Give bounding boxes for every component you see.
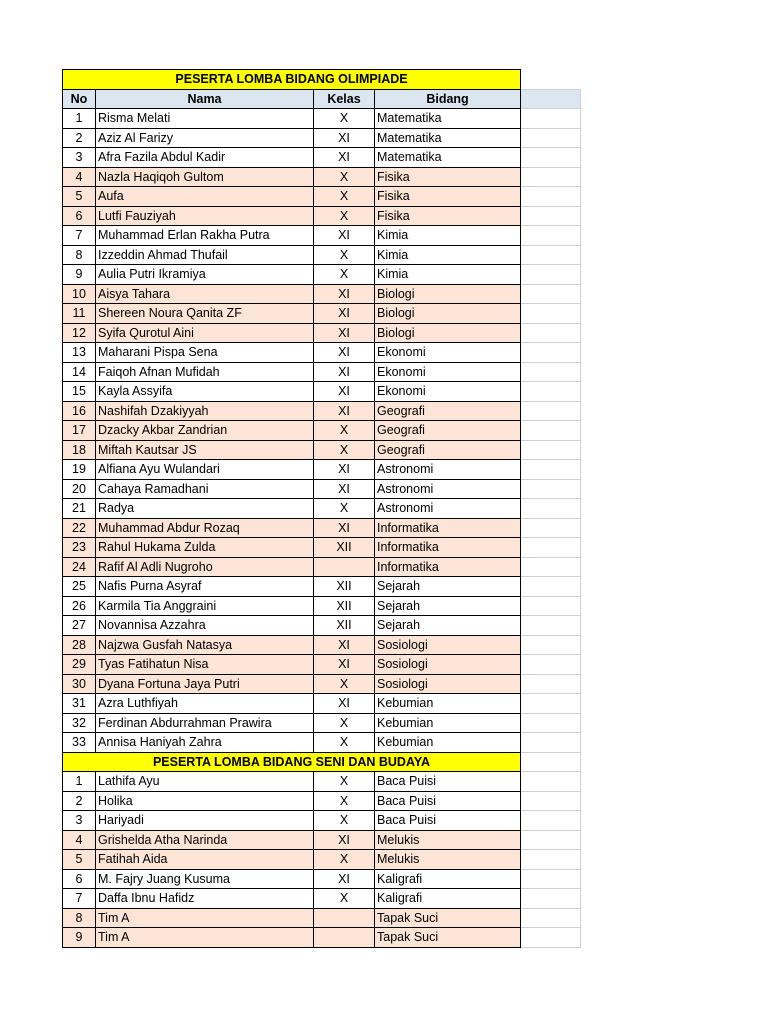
empty-cell[interactable] <box>521 674 581 694</box>
empty-cell[interactable] <box>521 421 581 441</box>
row-bidang[interactable]: Ekonomi <box>375 362 521 382</box>
empty-cell[interactable] <box>521 167 581 187</box>
empty-cell[interactable] <box>521 791 581 811</box>
header-nama: Nama <box>96 89 314 109</box>
empty-cell[interactable] <box>521 616 581 636</box>
row-bidang[interactable]: Baca Puisi <box>375 791 521 811</box>
row-no[interactable]: 30 <box>63 674 96 694</box>
row-no[interactable]: 18 <box>63 440 96 460</box>
row-nama[interactable]: Radya <box>96 499 314 519</box>
table-row <box>63 518 581 538</box>
row-no[interactable]: 2 <box>63 128 96 148</box>
empty-cell[interactable] <box>521 226 581 246</box>
table-row <box>63 304 581 324</box>
empty-cell[interactable] <box>521 752 581 772</box>
row-kelas[interactable]: XI <box>314 479 375 499</box>
header-row <box>63 89 581 109</box>
row-no[interactable]: 19 <box>63 460 96 480</box>
empty-cell[interactable] <box>521 908 581 928</box>
row-nama[interactable]: Nafis Purna Asyraf <box>96 577 314 597</box>
row-no[interactable]: 11 <box>63 304 96 324</box>
row-kelas[interactable]: X <box>314 713 375 733</box>
empty-cell[interactable] <box>521 557 581 577</box>
table-row <box>63 128 581 148</box>
table-row <box>63 850 581 870</box>
row-no[interactable]: 24 <box>63 557 96 577</box>
table-row <box>63 889 581 909</box>
empty-cell[interactable] <box>521 323 581 343</box>
table-row <box>63 596 581 616</box>
empty-cell[interactable] <box>521 362 581 382</box>
row-nama[interactable]: Aziz Al Farizy <box>96 128 314 148</box>
row-bidang[interactable]: Matematika <box>375 128 521 148</box>
row-bidang[interactable]: Kimia <box>375 226 521 246</box>
empty-cell[interactable] <box>521 850 581 870</box>
empty-cell[interactable] <box>521 655 581 675</box>
empty-cell[interactable] <box>521 830 581 850</box>
section-title-row <box>63 752 581 772</box>
row-kelas[interactable]: X <box>314 206 375 226</box>
row-nama[interactable]: Aisya Tahara <box>96 284 314 304</box>
row-no[interactable]: 13 <box>63 343 96 363</box>
empty-cell[interactable] <box>521 499 581 519</box>
row-no[interactable]: 23 <box>63 538 96 558</box>
table-row <box>63 109 581 129</box>
table-row <box>63 206 581 226</box>
row-bidang[interactable]: Biologi <box>375 323 521 343</box>
row-nama[interactable]: Miftah Kautsar JS <box>96 440 314 460</box>
empty-cell[interactable] <box>521 148 581 168</box>
row-kelas[interactable]: X <box>314 889 375 909</box>
row-bidang[interactable]: Geografi <box>375 440 521 460</box>
row-kelas[interactable] <box>314 557 375 577</box>
row-bidang[interactable]: Kebumian <box>375 733 521 753</box>
row-nama[interactable]: Nazla Haqiqoh Gultom <box>96 167 314 187</box>
empty-cell[interactable] <box>521 187 581 207</box>
row-bidang[interactable]: Melukis <box>375 830 521 850</box>
row-no[interactable]: 29 <box>63 655 96 675</box>
row-bidang[interactable]: Sejarah <box>375 577 521 597</box>
table-row <box>63 440 581 460</box>
row-nama[interactable]: Faiqoh Afnan Mufidah <box>96 362 314 382</box>
row-bidang[interactable]: Informatika <box>375 557 521 577</box>
row-nama[interactable]: M. Fajry Juang Kusuma <box>96 869 314 889</box>
row-nama[interactable]: Risma Melati <box>96 109 314 129</box>
empty-cell[interactable] <box>521 109 581 129</box>
row-kelas[interactable]: XI <box>314 460 375 480</box>
row-kelas[interactable]: X <box>314 187 375 207</box>
row-no[interactable]: 22 <box>63 518 96 538</box>
empty-cell[interactable] <box>521 343 581 363</box>
table-row <box>63 655 581 675</box>
row-bidang[interactable]: Fisika <box>375 187 521 207</box>
row-kelas[interactable]: X <box>314 265 375 285</box>
row-kelas[interactable]: XII <box>314 596 375 616</box>
row-no[interactable]: 7 <box>63 226 96 246</box>
row-kelas[interactable]: XI <box>314 401 375 421</box>
row-nama[interactable]: Syifa Qurotul Aini <box>96 323 314 343</box>
row-kelas[interactable]: XI <box>314 226 375 246</box>
row-bidang[interactable]: Astronomi <box>375 460 521 480</box>
empty-cell[interactable] <box>521 518 581 538</box>
row-kelas[interactable]: X <box>314 791 375 811</box>
row-nama[interactable]: Lutfi Fauziyah <box>96 206 314 226</box>
row-no[interactable]: 9 <box>63 928 96 948</box>
row-kelas[interactable]: X <box>314 850 375 870</box>
row-no[interactable]: 16 <box>63 401 96 421</box>
table-row <box>63 538 581 558</box>
row-bidang[interactable]: Biologi <box>375 304 521 324</box>
row-kelas[interactable]: XI <box>314 382 375 402</box>
row-no[interactable]: 8 <box>63 245 96 265</box>
empty-cell[interactable] <box>521 479 581 499</box>
table-row <box>63 791 581 811</box>
row-bidang[interactable]: Baca Puisi <box>375 811 521 831</box>
empty-cell[interactable] <box>521 128 581 148</box>
row-kelas[interactable]: X <box>314 674 375 694</box>
row-nama[interactable]: Tim A <box>96 908 314 928</box>
row-no[interactable]: 32 <box>63 713 96 733</box>
header-no: No <box>63 89 96 109</box>
row-bidang[interactable]: Kimia <box>375 265 521 285</box>
empty-cell[interactable] <box>521 382 581 402</box>
row-no[interactable]: 5 <box>63 187 96 207</box>
empty-cell <box>521 89 581 109</box>
table-row <box>63 362 581 382</box>
row-no[interactable]: 14 <box>63 362 96 382</box>
empty-cell[interactable] <box>521 713 581 733</box>
row-nama[interactable]: Alfiana Ayu Wulandari <box>96 460 314 480</box>
row-no[interactable]: 17 <box>63 421 96 441</box>
table-row <box>63 401 581 421</box>
row-kelas[interactable]: XI <box>314 128 375 148</box>
table-row <box>63 635 581 655</box>
table-row <box>63 557 581 577</box>
empty-cell[interactable] <box>521 284 581 304</box>
table-row <box>63 148 581 168</box>
empty-cell[interactable] <box>521 265 581 285</box>
row-bidang[interactable]: Sejarah <box>375 616 521 636</box>
row-no[interactable]: 15 <box>63 382 96 402</box>
table-row <box>63 323 581 343</box>
empty-cell[interactable] <box>521 811 581 831</box>
row-nama[interactable]: Izzeddin Ahmad Thufail <box>96 245 314 265</box>
row-nama[interactable]: Grishelda Atha Narinda <box>96 830 314 850</box>
row-bidang[interactable]: Sosiologi <box>375 635 521 655</box>
row-no[interactable]: 21 <box>63 499 96 519</box>
row-no[interactable]: 27 <box>63 616 96 636</box>
row-bidang[interactable]: Tapak Suci <box>375 928 521 948</box>
empty-cell[interactable] <box>521 440 581 460</box>
row-kelas[interactable]: XI <box>314 284 375 304</box>
row-kelas[interactable]: X <box>314 109 375 129</box>
row-bidang[interactable]: Sosiologi <box>375 655 521 675</box>
empty-cell[interactable] <box>521 538 581 558</box>
row-no[interactable]: 5 <box>63 850 96 870</box>
row-bidang[interactable]: Fisika <box>375 167 521 187</box>
table-row <box>63 245 581 265</box>
row-no[interactable]: 6 <box>63 206 96 226</box>
row-bidang[interactable]: Kebumian <box>375 713 521 733</box>
row-no[interactable]: 9 <box>63 265 96 285</box>
empty-cell <box>521 70 581 90</box>
row-nama[interactable]: Fatihah Aida <box>96 850 314 870</box>
row-nama[interactable]: Azra Luthfiyah <box>96 694 314 714</box>
row-bidang[interactable]: Kebumian <box>375 694 521 714</box>
empty-cell[interactable] <box>521 245 581 265</box>
row-no[interactable]: 7 <box>63 889 96 909</box>
row-kelas[interactable]: XI <box>314 655 375 675</box>
row-bidang[interactable]: Kaligrafi <box>375 889 521 909</box>
row-nama[interactable]: Daffa Ibnu Hafidz <box>96 889 314 909</box>
table-row <box>63 421 581 441</box>
row-nama[interactable]: Lathifa Ayu <box>96 772 314 792</box>
row-bidang[interactable]: Kaligrafi <box>375 869 521 889</box>
table-row <box>63 226 581 246</box>
row-kelas[interactable]: X <box>314 499 375 519</box>
table-row <box>63 811 581 831</box>
table-row <box>63 460 581 480</box>
row-kelas[interactable]: XI <box>314 869 375 889</box>
row-nama[interactable]: Holika <box>96 791 314 811</box>
table-row <box>63 869 581 889</box>
table-row <box>63 674 581 694</box>
row-kelas[interactable]: XI <box>314 323 375 343</box>
empty-cell[interactable] <box>521 460 581 480</box>
row-kelas[interactable]: X <box>314 733 375 753</box>
header-kelas: Kelas <box>314 89 375 109</box>
row-bidang[interactable]: Geografi <box>375 401 521 421</box>
row-nama[interactable]: Afra Fazila Abdul Kadir <box>96 148 314 168</box>
row-bidang[interactable]: Matematika <box>375 109 521 129</box>
row-kelas[interactable]: XI <box>314 518 375 538</box>
table-row <box>63 284 581 304</box>
row-no[interactable]: 3 <box>63 148 96 168</box>
row-bidang[interactable]: Fisika <box>375 206 521 226</box>
empty-cell[interactable] <box>521 928 581 948</box>
table-row <box>63 265 581 285</box>
row-nama[interactable]: Tyas Fatihatun Nisa <box>96 655 314 675</box>
row-no[interactable]: 1 <box>63 772 96 792</box>
row-no[interactable]: 3 <box>63 811 96 831</box>
row-kelas[interactable]: XII <box>314 616 375 636</box>
empty-cell[interactable] <box>521 206 581 226</box>
row-bidang[interactable]: Ekonomi <box>375 343 521 363</box>
table-row <box>63 830 581 850</box>
row-kelas[interactable]: XI <box>314 343 375 363</box>
row-no[interactable]: 4 <box>63 830 96 850</box>
row-bidang[interactable]: Melukis <box>375 850 521 870</box>
row-kelas[interactable]: XI <box>314 635 375 655</box>
empty-cell[interactable] <box>521 304 581 324</box>
row-nama[interactable]: Muhammad Erlan Rakha Putra <box>96 226 314 246</box>
row-no[interactable]: 10 <box>63 284 96 304</box>
section-title-row <box>63 70 581 90</box>
table-row <box>63 187 581 207</box>
row-kelas[interactable]: XI <box>314 304 375 324</box>
row-nama[interactable]: Dzacky Akbar Zandrian <box>96 421 314 441</box>
row-bidang[interactable]: Informatika <box>375 518 521 538</box>
row-nama[interactable]: Kayla Assyifa <box>96 382 314 402</box>
row-no[interactable]: 2 <box>63 791 96 811</box>
row-kelas[interactable]: XII <box>314 577 375 597</box>
row-no[interactable]: 6 <box>63 869 96 889</box>
table-row <box>63 908 581 928</box>
row-bidang[interactable]: Informatika <box>375 538 521 558</box>
row-bidang[interactable]: Astronomi <box>375 499 521 519</box>
table-row <box>63 577 581 597</box>
participant-table <box>62 69 581 948</box>
row-kelas[interactable]: X <box>314 440 375 460</box>
row-no[interactable]: 26 <box>63 596 96 616</box>
table-row <box>63 713 581 733</box>
table-row <box>63 499 581 519</box>
row-nama[interactable]: Rafif Al Adli Nugroho <box>96 557 314 577</box>
row-bidang[interactable]: Tapak Suci <box>375 908 521 928</box>
row-kelas[interactable]: XI <box>314 362 375 382</box>
row-no[interactable]: 28 <box>63 635 96 655</box>
row-kelas[interactable]: XI <box>314 148 375 168</box>
empty-cell[interactable] <box>521 577 581 597</box>
row-nama[interactable]: Rahul Hukama Zulda <box>96 538 314 558</box>
table-row <box>63 733 581 753</box>
empty-cell[interactable] <box>521 694 581 714</box>
row-no[interactable]: 12 <box>63 323 96 343</box>
table-row <box>63 167 581 187</box>
olimpiade-title: PESERTA LOMBA BIDANG OLIMPIADE <box>63 70 521 90</box>
row-kelas[interactable]: X <box>314 811 375 831</box>
table-row <box>63 616 581 636</box>
row-nama[interactable]: Karmila Tia Anggraini <box>96 596 314 616</box>
empty-cell[interactable] <box>521 733 581 753</box>
row-bidang[interactable]: Geografi <box>375 421 521 441</box>
spreadsheet <box>62 69 581 948</box>
row-kelas[interactable]: X <box>314 772 375 792</box>
row-bidang[interactable]: Matematika <box>375 148 521 168</box>
row-nama[interactable]: Aulia Putri Ikramiya <box>96 265 314 285</box>
row-kelas[interactable] <box>314 928 375 948</box>
row-no[interactable]: 8 <box>63 908 96 928</box>
row-nama[interactable]: Annisa Haniyah Zahra <box>96 733 314 753</box>
row-no[interactable]: 25 <box>63 577 96 597</box>
row-no[interactable]: 20 <box>63 479 96 499</box>
table-row <box>63 382 581 402</box>
empty-cell[interactable] <box>521 869 581 889</box>
row-nama[interactable]: Tim A <box>96 928 314 948</box>
row-kelas[interactable] <box>314 908 375 928</box>
row-kelas[interactable]: XI <box>314 830 375 850</box>
row-bidang[interactable]: Sejarah <box>375 596 521 616</box>
row-nama[interactable]: Najzwa Gusfah Natasya <box>96 635 314 655</box>
table-body <box>63 70 581 948</box>
empty-cell[interactable] <box>521 772 581 792</box>
row-nama[interactable]: Ferdinan Abdurrahman Prawira <box>96 713 314 733</box>
empty-cell[interactable] <box>521 889 581 909</box>
row-kelas[interactable]: X <box>314 245 375 265</box>
row-no[interactable]: 33 <box>63 733 96 753</box>
seni-budaya-title: PESERTA LOMBA BIDANG SENI DAN BUDAYA <box>63 752 521 772</box>
empty-cell[interactable] <box>521 401 581 421</box>
row-nama[interactable]: Aufa <box>96 187 314 207</box>
table-row <box>63 772 581 792</box>
table-row <box>63 479 581 499</box>
row-nama[interactable]: Shereen Noura Qanita ZF <box>96 304 314 324</box>
row-bidang[interactable]: Ekonomi <box>375 382 521 402</box>
row-bidang[interactable]: Kimia <box>375 245 521 265</box>
table-row <box>63 928 581 948</box>
row-no[interactable]: 31 <box>63 694 96 714</box>
row-nama[interactable]: Hariyadi <box>96 811 314 831</box>
row-kelas[interactable]: X <box>314 421 375 441</box>
row-nama[interactable]: Novannisa Azzahra <box>96 616 314 636</box>
row-no[interactable]: 4 <box>63 167 96 187</box>
row-bidang[interactable]: Astronomi <box>375 479 521 499</box>
empty-cell[interactable] <box>521 635 581 655</box>
row-nama[interactable]: Maharani Pispa Sena <box>96 343 314 363</box>
table-row <box>63 343 581 363</box>
table-row <box>63 694 581 714</box>
row-kelas[interactable]: X <box>314 167 375 187</box>
row-kelas[interactable]: XI <box>314 694 375 714</box>
row-kelas[interactable]: XII <box>314 538 375 558</box>
empty-cell[interactable] <box>521 596 581 616</box>
row-bidang[interactable]: Baca Puisi <box>375 772 521 792</box>
header-bidang: Bidang <box>375 89 521 109</box>
row-nama[interactable]: Nashifah Dzakiyyah <box>96 401 314 421</box>
row-no[interactable]: 1 <box>63 109 96 129</box>
row-nama[interactable]: Dyana Fortuna Jaya Putri <box>96 674 314 694</box>
row-nama[interactable]: Muhammad Abdur Rozaq <box>96 518 314 538</box>
row-nama[interactable]: Cahaya Ramadhani <box>96 479 314 499</box>
row-bidang[interactable]: Sosiologi <box>375 674 521 694</box>
row-bidang[interactable]: Biologi <box>375 284 521 304</box>
